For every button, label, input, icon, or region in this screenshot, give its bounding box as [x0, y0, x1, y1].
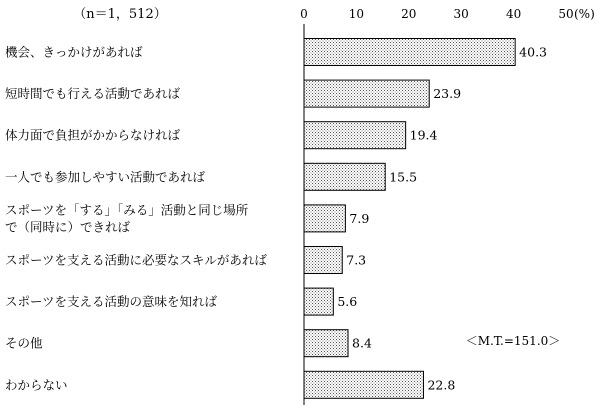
- value-label-5: 7.9: [349, 210, 370, 226]
- value-label-9: 22.8: [427, 377, 456, 393]
- x-tick-label-30: 30: [453, 7, 469, 21]
- value-label-8: 8.4: [352, 335, 372, 351]
- bar-6: [304, 247, 342, 274]
- mean-total-annotation: ＜M.T.=151.0＞: [465, 334, 561, 348]
- bar-1: [304, 39, 515, 66]
- x-tick-label-20: 20: [401, 7, 417, 21]
- value-label-3: 19.4: [409, 127, 438, 143]
- bar-7: [304, 288, 333, 315]
- bar-3: [304, 122, 406, 149]
- x-tick-label-50: 50: [558, 7, 574, 21]
- value-label-1: 40.3: [519, 44, 548, 60]
- x-axis-ticks: [300, 7, 573, 21]
- bar-4: [304, 163, 385, 190]
- category-label-6: スポーツを支える活動に必要なスキルがあれば: [5, 252, 267, 268]
- bar-9: [304, 371, 423, 398]
- bar-8: [304, 330, 348, 357]
- x-tick-label-0: 0: [300, 7, 308, 21]
- category-label-2: 短時間でも行える活動であれば: [5, 86, 181, 102]
- category-label-3: 体力面で負担がかからなければ: [5, 127, 181, 143]
- category-label-1: 機会、きっかけがあれば: [5, 44, 143, 60]
- sample-size-note: （n＝1，512）: [73, 7, 167, 22]
- value-label-7: 5.6: [337, 294, 358, 310]
- category-label-9: わからない: [5, 377, 68, 393]
- x-tick-label-40: 40: [505, 7, 522, 21]
- value-label-4: 15.5: [389, 169, 418, 185]
- category-label-7: スポーツを支える活動の意味を知れば: [5, 294, 218, 310]
- bar-5: [304, 205, 345, 232]
- value-label-6: 7.3: [346, 252, 367, 268]
- unit-label: (%): [574, 7, 595, 21]
- category-label-4: 一人でも参加しやすい活動であれば: [5, 169, 206, 185]
- category-label-5: スポーツを「する」「みる」活動と同じ場所で（同時に）できれば: [5, 202, 249, 235]
- value-label-2: 23.9: [433, 86, 462, 102]
- category-label-8: その他: [5, 335, 43, 351]
- bar-2: [304, 80, 429, 107]
- x-tick-label-10: 10: [348, 7, 365, 21]
